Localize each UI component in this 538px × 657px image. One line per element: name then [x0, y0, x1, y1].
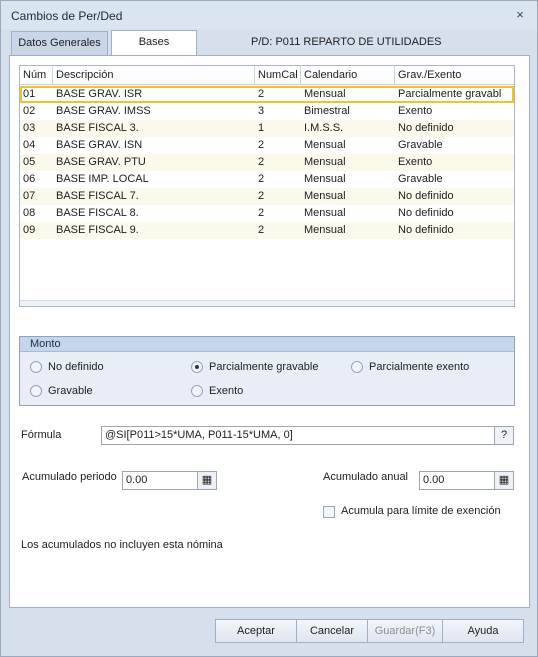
table-row[interactable]: [20, 154, 514, 171]
cell-num: 01: [23, 88, 36, 100]
cell-numcal: 3: [258, 105, 265, 117]
radio-exento[interactable]: [191, 383, 321, 399]
cell-descripcion: BASE FISCAL 7.: [56, 190, 139, 202]
column-header-descripcion[interactable]: Descripción: [53, 66, 255, 85]
table-row[interactable]: [20, 188, 514, 205]
cell-num: 05: [23, 156, 36, 168]
radio-no-definido[interactable]: [30, 359, 160, 375]
cell-descripcion: BASE FISCAL 8.: [56, 207, 139, 219]
help-icon[interactable]: ?: [495, 426, 514, 445]
cell-numcal: 2: [258, 88, 265, 100]
cell-descripcion: BASE GRAV. ISN: [56, 139, 143, 151]
cell-calendario: Mensual: [304, 173, 346, 185]
table-row[interactable]: [20, 205, 514, 222]
table-row[interactable]: [20, 222, 514, 239]
cell-grav-exento: No definido: [398, 190, 454, 202]
cell-grav-exento: No definido: [398, 122, 454, 134]
bases-fiscales-panel: [9, 55, 530, 608]
grid-scrollbar[interactable]: [20, 300, 514, 306]
calculator-icon[interactable]: ▦: [198, 471, 217, 490]
table-row[interactable]: [20, 120, 514, 137]
acumula-limite-checkbox[interactable]: [323, 506, 335, 518]
cell-num: 08: [23, 207, 36, 219]
formula-label: Fórmula: [21, 429, 62, 441]
radio-label: Gravable: [48, 385, 93, 397]
cell-descripcion: BASE GRAV. PTU: [56, 156, 146, 168]
cell-numcal: 2: [258, 139, 265, 151]
radio-label: Exento: [209, 385, 244, 397]
radio-parcialmente-exento[interactable]: [351, 359, 501, 375]
tab-datos-generales[interactable]: Datos Generales: [11, 31, 108, 55]
calculator-icon[interactable]: ▦: [495, 471, 514, 490]
table-row[interactable]: [20, 137, 514, 154]
radio-indicator: [30, 385, 42, 397]
cell-grav-exento: Parcialmente gravabl: [398, 88, 502, 100]
cell-grav-exento: No definido: [398, 207, 454, 219]
acumulado-periodo-input[interactable]: 0.00: [122, 471, 198, 490]
column-header-numcal[interactable]: NumCal: [255, 66, 301, 85]
radio-indicator: [30, 361, 42, 373]
cell-numcal: 2: [258, 173, 265, 185]
cell-descripcion: BASE FISCAL 9.: [56, 224, 139, 236]
cell-descripcion: BASE FISCAL 3.: [56, 122, 139, 134]
cell-calendario: Mensual: [304, 190, 346, 202]
table-row[interactable]: [20, 86, 514, 103]
acumula-limite-label: Acumula para límite de exención: [341, 505, 501, 517]
radio-label: No definido: [48, 361, 104, 373]
table-row[interactable]: [20, 103, 514, 120]
acumulado-anual-label: Acumulado anual: [323, 471, 409, 483]
close-icon[interactable]: ×: [516, 7, 524, 22]
cell-num: 04: [23, 139, 36, 151]
column-header-grav-exento[interactable]: Grav./Exento: [398, 69, 462, 81]
grid-header: [20, 66, 514, 85]
cell-numcal: 1: [258, 122, 265, 134]
cell-descripcion: BASE IMP. LOCAL: [56, 173, 149, 185]
cell-descripcion: BASE GRAV. IMSS: [56, 105, 151, 117]
cell-calendario: Mensual: [304, 207, 346, 219]
radio-label: Parcialmente gravable: [209, 361, 319, 373]
radio-indicator: [351, 361, 363, 373]
ayuda-button[interactable]: Ayuda: [442, 619, 524, 643]
cell-calendario: Mensual: [304, 156, 346, 168]
cell-num: 07: [23, 190, 36, 202]
cell-grav-exento: No definido: [398, 224, 454, 236]
guardar-button[interactable]: Guardar(F3): [367, 619, 443, 643]
window-title: Cambios de Per/Ded: [11, 9, 123, 23]
monto-title: Monto: [20, 337, 514, 352]
cell-calendario: Mensual: [304, 139, 346, 151]
column-header-num[interactable]: Núm: [20, 66, 53, 85]
cell-calendario: I.M.S.S.: [304, 122, 344, 134]
cell-grav-exento: Exento: [398, 156, 433, 168]
acumulado-anual-input[interactable]: 0.00: [419, 471, 495, 490]
title-bar: [1, 1, 537, 29]
monto-groupbox: [19, 336, 515, 406]
aceptar-button[interactable]: Aceptar: [215, 619, 297, 643]
cell-num: 02: [23, 105, 36, 117]
acumulado-periodo-label: Acumulado periodo: [22, 471, 117, 483]
cell-numcal: 2: [258, 190, 265, 202]
formula-input[interactable]: @SI[P011>15*UMA, P011-15*UMA, 0]: [101, 426, 495, 445]
cell-num: 09: [23, 224, 36, 236]
cell-grav-exento: Gravable: [398, 173, 443, 185]
cell-calendario: Mensual: [304, 88, 346, 100]
tab-bases-fiscales[interactable]: Bases: [111, 30, 197, 56]
cell-num: 03: [23, 122, 36, 134]
radio-indicator-selected: [191, 361, 203, 373]
column-header-calendario[interactable]: Calendario: [301, 66, 395, 85]
cell-grav-exento: Exento: [398, 105, 433, 117]
radio-indicator: [191, 385, 203, 397]
cell-descripcion: BASE GRAV. ISR: [56, 88, 143, 100]
table-row[interactable]: [20, 171, 514, 188]
cancelar-button[interactable]: Cancelar: [296, 619, 368, 643]
cell-numcal: 2: [258, 156, 265, 168]
cell-grav-exento: Gravable: [398, 139, 443, 151]
radio-label: Parcialmente exento: [369, 361, 470, 373]
deduction-header-label: P/D: P011 REPARTO DE UTILIDADES: [251, 36, 442, 48]
cell-numcal: 2: [258, 224, 265, 236]
radio-gravable[interactable]: [30, 383, 160, 399]
cell-calendario: Mensual: [304, 224, 346, 236]
note-text: Los acumulados no incluyen esta nómina: [21, 539, 223, 551]
cell-calendario: Bimestral: [304, 105, 350, 117]
cell-numcal: 2: [258, 207, 265, 219]
radio-parcialmente-gravable[interactable]: [191, 359, 351, 375]
bases-grid[interactable]: [19, 65, 515, 307]
cell-num: 06: [23, 173, 36, 185]
